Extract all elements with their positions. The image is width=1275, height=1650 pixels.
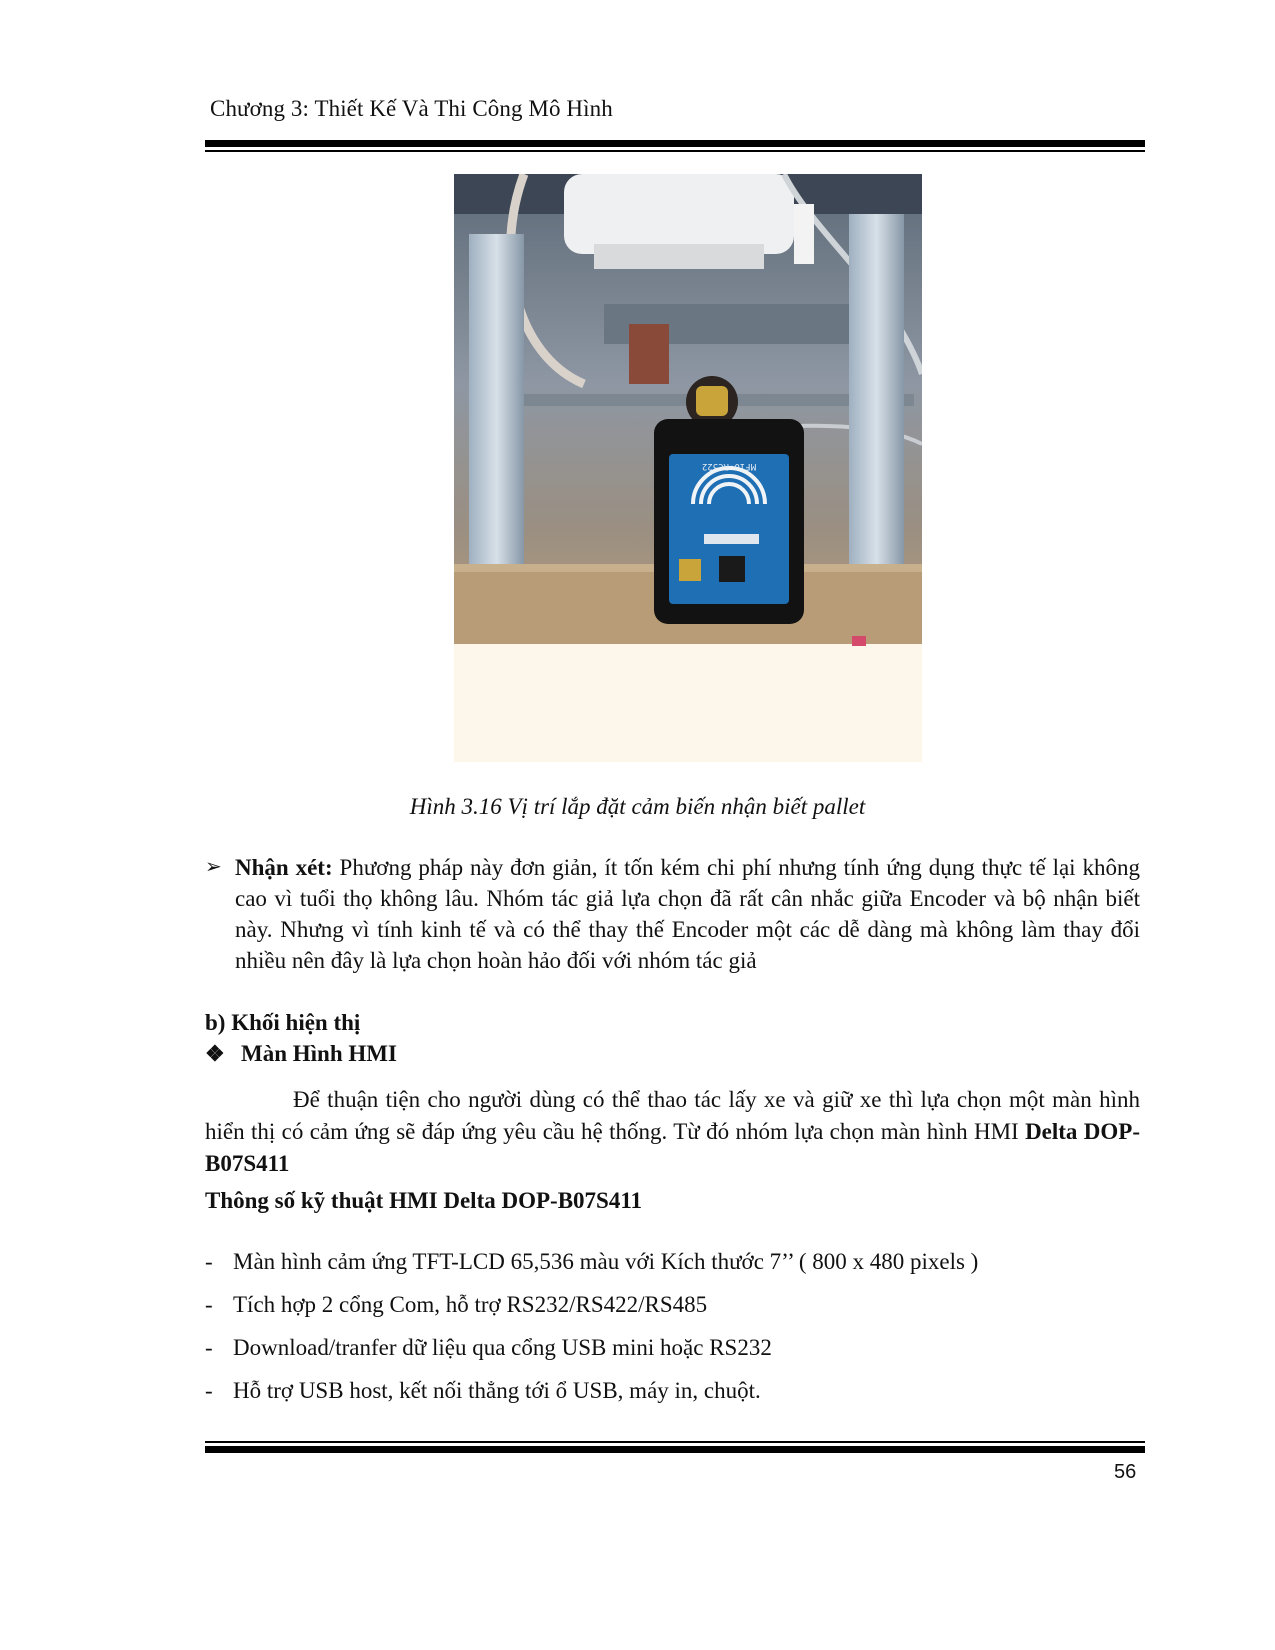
remark-paragraph bbox=[205, 852, 1140, 976]
remark-text: Phương pháp này đơn giản, ít tốn kém chi phí nhưng tính ứng dụng thực tế lại không cao vì tuổi thọ không lâu. Nhóm tác giả lựa chọn đã rất cân nhắc giữa Encoder và bộ nhận biết này. Nhưng vì tính kinh tế và có thể thay thế Encoder một các dễ dàng mà không làm thay đổi nhiều nên đây là lựa chọn hoàn hảo đối với nhóm tác giả bbox=[235, 855, 1140, 973]
dash-bullet: - bbox=[205, 1292, 213, 1317]
spec-heading: Thông số kỹ thuật HMI Delta DOP-B07S411 bbox=[205, 1188, 643, 1213]
sensor-photo-illustration bbox=[454, 174, 922, 762]
chapter-header-title: Chương 3: Thiết Kế Và Thi Công Mô Hình bbox=[210, 96, 613, 121]
intro-text: Để thuận tiện cho người dùng có thể thao tác lấy xe và giữ xe thì lựa chọn một màn hình hiển thị có cảm ứng sẽ đáp ứng yêu cầu hệ thống. Từ đó nhóm lựa chọn màn hình HMI bbox=[205, 1087, 1140, 1144]
spec-list bbox=[205, 1248, 1145, 1420]
intro-paragraph bbox=[205, 1084, 1140, 1180]
list-item-text: Download/tranfer dữ liệu qua cổng USB mini hoặc RS232 bbox=[233, 1335, 772, 1360]
section-heading-display-block: b) Khối hiện thị bbox=[205, 1010, 361, 1035]
page-number: 56 bbox=[1114, 1461, 1137, 1483]
figure-photo bbox=[454, 174, 922, 762]
arrow-bullet-icon: ➢ bbox=[205, 856, 222, 878]
list-item-text: Màn hình cảm ứng TFT-LCD 65,536 màu với Kích thước 7’’ ( 800 x 480 pixels ) bbox=[233, 1249, 979, 1274]
list-item bbox=[205, 1377, 1145, 1420]
figure-caption: Hình 3.16 Vị trí lắp đặt cảm biến nhận biết pallet bbox=[409, 794, 866, 819]
subsection-heading-hmi bbox=[205, 1041, 397, 1067]
dash-bullet: - bbox=[205, 1378, 213, 1403]
remark-label: Nhận xét: bbox=[235, 855, 333, 880]
module-label: MF10-RC522 bbox=[701, 461, 757, 471]
list-item bbox=[205, 1334, 1145, 1377]
list-item-text: Tích hợp 2 cổng Com, hỗ trợ RS232/RS422/RS485 bbox=[233, 1292, 708, 1317]
list-item-text: Hỗ trợ USB host, kết nối thẳng tới ổ USB, máy in, chuột. bbox=[233, 1378, 761, 1403]
dash-bullet: - bbox=[205, 1335, 213, 1360]
intro-model-name: Delta DOP-B07S411 bbox=[205, 1119, 1141, 1176]
footer-rule bbox=[205, 1441, 1145, 1453]
dash-bullet: - bbox=[205, 1249, 213, 1274]
diamond-bullet-icon: ❖ bbox=[205, 1041, 225, 1066]
hmi-heading-text: Màn Hình HMI bbox=[241, 1041, 397, 1066]
header-rule bbox=[205, 140, 1145, 152]
list-item bbox=[205, 1291, 1145, 1334]
list-item bbox=[205, 1248, 1145, 1291]
